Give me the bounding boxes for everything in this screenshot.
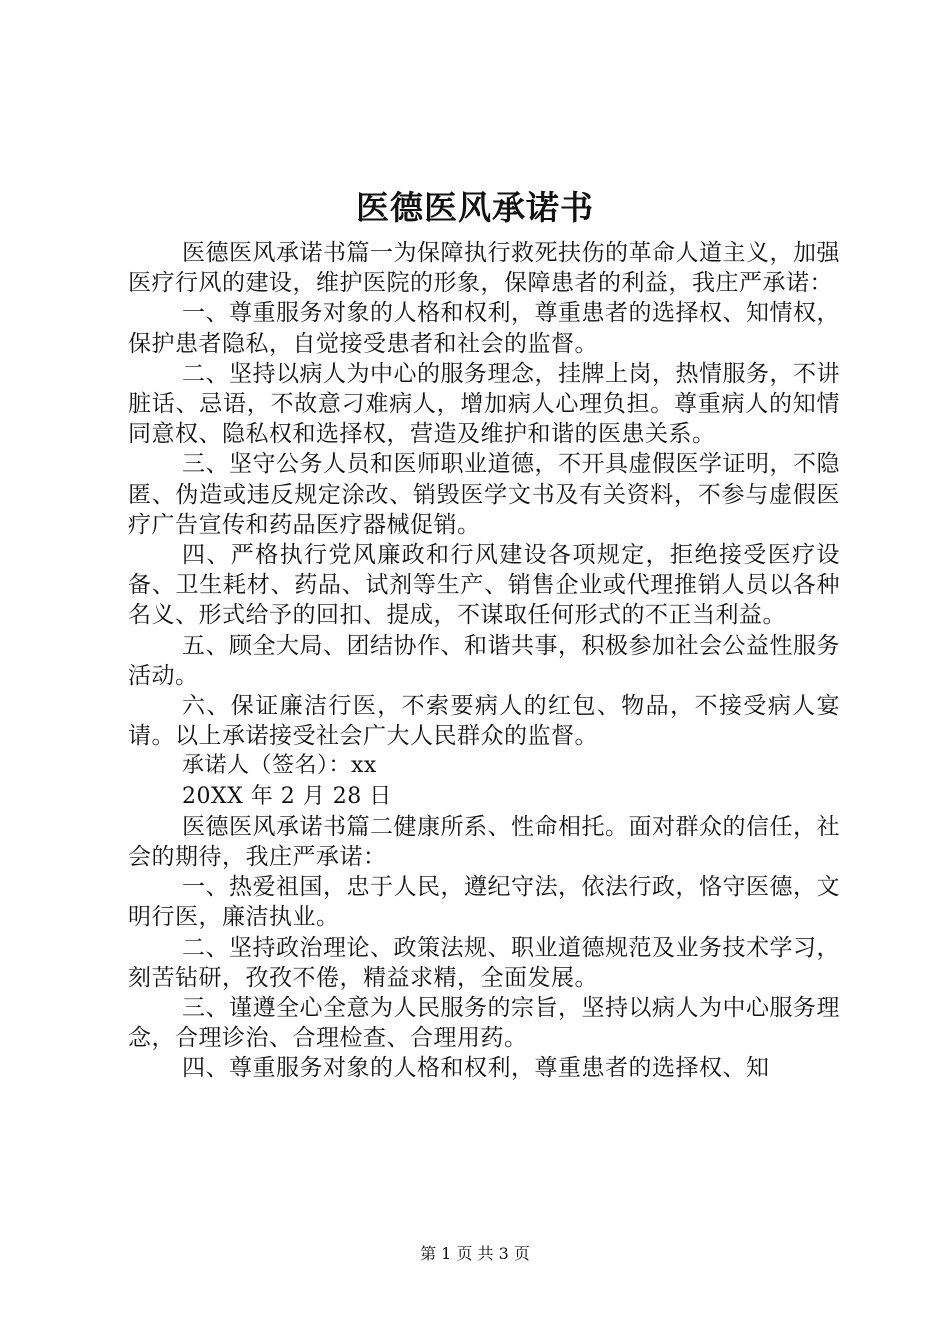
- paragraph-commitment-1-6: 六、保证廉洁行医，不索要病人的红包、物品，不接受病人宴请。以上承诺接受社会广大人民群众的监督。: [128, 693, 840, 750]
- document-body: [128, 238, 840, 1084]
- paragraph-intro-1: 医德医风承诺书篇一为保障执行救死扶伤的革命人道主义，加强医疗行风的建设，维护医院的形象，保障患者的利益，我庄严承诺：: [128, 240, 840, 297]
- paragraph-commitment-1-3: 三、坚守公务人员和医师职业道德，不开具虚假医学证明，不隐匿、伪造或违反规定涂改、销毁医学文书及有关资料，不参与虚假医疗广告宣传和药品医疗器械促销。: [128, 451, 840, 538]
- date-line: 20XX 年 2 月 28 日: [182, 783, 392, 809]
- paragraph-commitment-1-4: 四、严格执行党风廉政和行风建设各项规定，拒绝接受医疗设备、卫生耗材、药品、试剂等生产、销售企业或代理推销人员以各种名义、形式给予的回扣、提成，不谋取任何形式的不正当利益。: [128, 542, 840, 629]
- paragraph-commitment-2-4: 四、尊重服务对象的人格和权利，尊重患者的选择权、知: [182, 1055, 770, 1082]
- document-title: 医德医风承诺书: [356, 188, 594, 227]
- paragraph-commitment-1-2: 二、坚持以病人为中心的服务理念，挂牌上岗，热情服务，不讲脏话、忌语，不故意刁难病人，增加病人心理负担。尊重病人的知情同意权、隐私权和选择权，营造及维护和谐的医患关系。: [128, 360, 840, 448]
- paragraph-commitment-2-1: 一、热爱祖国，忠于人民，遵纪守法，依法行政，恪守医德，文明行医，廉洁执业。: [128, 874, 840, 931]
- paragraph-commitment-1-5: 五、顾全大局、团结协作、和谐共事，积极参加社会公益性服务活动。: [128, 632, 840, 689]
- paragraph-commitment-1-1: 一、尊重服务对象的人格和权利，尊重患者的选择权、知情权，保护患者隐私，自觉接受患者和社会的监督。: [128, 300, 840, 357]
- page-number-footer: 第 1 页 共 3 页: [420, 1244, 530, 1263]
- paragraph-commitment-2-2: 二、坚持政治理论、政策法规、职业道德规范及业务技术学习，刻苦钻研，孜孜不倦，精益求精，全面发展。: [128, 934, 840, 991]
- paragraph-intro-2: 医德医风承诺书篇二健康所系、性命相托。面对群众的信任，社会的期待，我庄严承诺：: [128, 813, 840, 871]
- signature-line: 承诺人（签名）：xx: [182, 753, 377, 779]
- paragraph-commitment-2-3: 三、谨遵全心全意为人民服务的宗旨，坚持以病人为中心服务理念，合理诊治、合理检查、合理用药。: [128, 995, 840, 1052]
